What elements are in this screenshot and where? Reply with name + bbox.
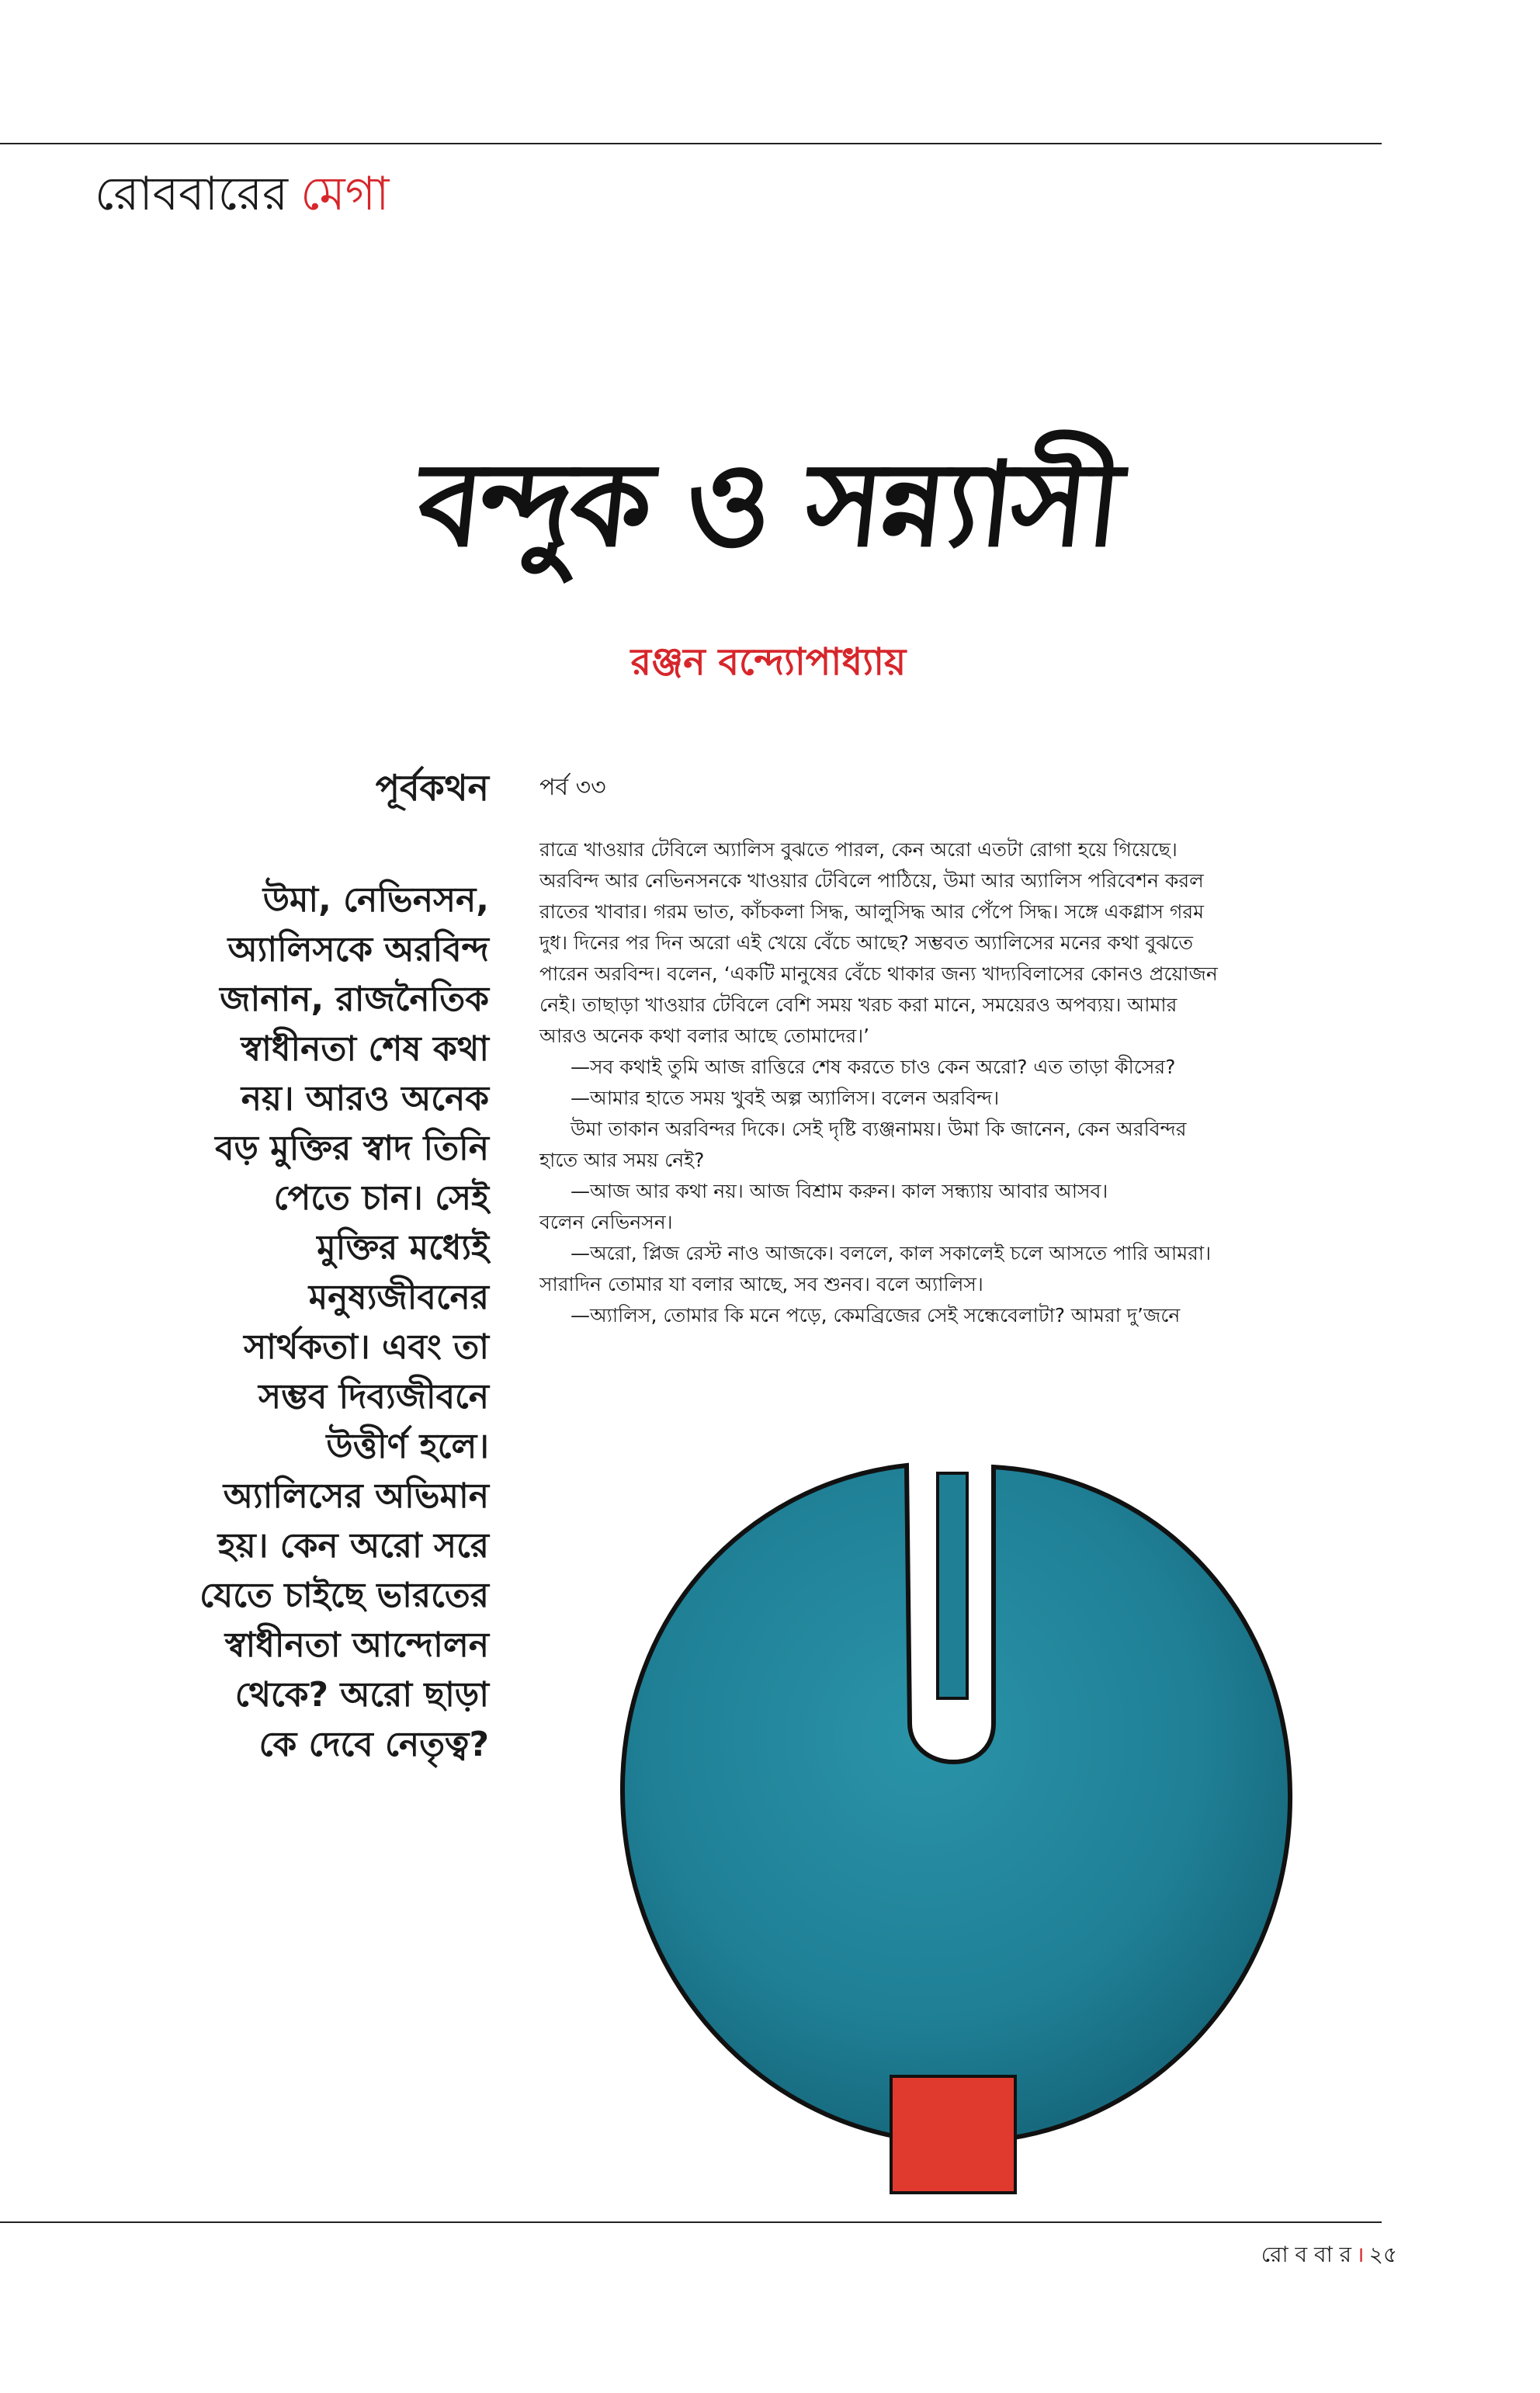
teal-sliver-shape (938, 1473, 967, 1698)
synopsis-line: জানান, রাজনৈতিক (220, 980, 489, 1019)
article-line: উমা তাকান অরবিন্দর দিকে। সেই দৃষ্টি ব্যঞ্জনাময়। উমা কি জানেন, কেন অরবিন্দর (571, 1118, 1187, 1140)
section-label-accent: মেগা (300, 167, 390, 221)
article-line: দুধ। দিনের পর দিন অরো এই খেয়ে বেঁচে আছে? সম্ভবত অ্যালিসের মনের কথা বুঝতে (539, 931, 1193, 954)
article-line: —আমার হাতে সময় খুবই অল্প অ্যালিস। বলেন অরবিন্দ। (571, 1087, 1000, 1109)
page-footer (1195, 2235, 1397, 2274)
article-line: —অ্যালিস, তোমার কি মনে পড়ে, কেমব্রিজের সেই সন্ধেবেলাটা? আমরা দু’জনে (571, 1304, 1181, 1327)
article-line: সারাদিন তোমার যা বলার আছে, সব শুনব। বলে অ্যালিস। (539, 1273, 983, 1295)
bottom-rule (0, 2221, 1382, 2223)
illustration (590, 1428, 1335, 2197)
synopsis-line: হয়। কেন অরো সরে (217, 1526, 489, 1566)
episode-number: পর্ব ৩৩ (539, 774, 606, 801)
synopsis-line: অ্যালিসকে অরবিন্দ (227, 930, 489, 969)
article-line: —সব কথাই তুমি আজ রাত্তিরে শেষ করতে চাও কেন অরো? এত তাড়া কীসের? (571, 1056, 1176, 1078)
article-line: —অরো, প্লিজ রেস্ট নাও আজকে। বললে, কাল সকালেই চলে আসতে পারি আমরা। (571, 1242, 1212, 1264)
synopsis-line: সার্থকতা। এবং তা (244, 1327, 489, 1367)
top-rule (0, 143, 1382, 144)
synopsis-line: উত্তীর্ণ হলে। (326, 1427, 489, 1466)
article-line: বলেন নেভিনসন। (539, 1211, 673, 1233)
synopsis-line: অ্যালিসের অভিমান (223, 1476, 489, 1516)
article-line: রাতের খাবার। গরম ভাত, কাঁচকলা সিদ্ধ, আলুসিদ্ধ আর পেঁপে সিদ্ধ। সঙ্গে একগ্লাস গরম (539, 900, 1205, 923)
synopsis-line: মনুষ্যজীবনের (308, 1278, 489, 1317)
synopsis-line: মুক্তির মধ্যেই (317, 1228, 489, 1268)
author-name: রঞ্জন বন্দ্যোপাধ্যায় (630, 640, 907, 684)
article-line: হাতে আর সময় নেই? (539, 1149, 705, 1171)
article-line: —আজ আর কথা নয়। আজ বিশ্রাম করুন। কাল সন্ধ্যায় আবার আসব। (571, 1180, 1108, 1202)
red-square-shape (891, 2076, 1015, 2193)
synopsis-line: উমা, নেভিনসন, (262, 880, 489, 920)
article-line: নেই। তাছাড়া খাওয়ার টেবিলে বেশি সময় খরচ করা মানে, সময়েরও অপব্যয়। আমার (539, 994, 1178, 1016)
article-line: পারেন অরবিন্দ। বলেন, ‘একটি মানুষের বেঁচে থাকার জন্য খাদ্যবিলাসের কোনও প্রয়োজন (539, 962, 1218, 985)
synopsis-line: পেতে চান। সেই (273, 1178, 489, 1218)
story-title: বন্দুক ও সন্ন্যাসী (411, 436, 1126, 573)
article-body (539, 834, 1386, 1331)
article-line: আরও অনেক কথা বলার আছে তোমাদের।’ (539, 1025, 870, 1047)
synopsis-text (132, 876, 489, 1770)
section-label-main: রোববারের (95, 167, 289, 221)
synopsis-line: স্বাধীনতা আন্দোলন (224, 1625, 489, 1665)
synopsis-line: বড় মুক্তির স্বাদ তিনি (215, 1129, 489, 1168)
article-line: রাত্রে খাওয়ার টেবিলে অ্যালিস বুঝতে পারল, কেন অরো এতটা রোগা হয়ে গিয়েছে। (539, 838, 1178, 861)
synopsis-line: স্বাধীনতা শেষ কথা (241, 1029, 489, 1069)
magazine-name: রো ব বা র (1261, 2242, 1351, 2267)
page-number: ২৫ (1368, 2242, 1397, 2267)
synopsis-line: কে দেবে নেতৃত্ব? (258, 1725, 489, 1764)
synopsis-line: থেকে? অরো ছাড়া (234, 1675, 489, 1715)
synopsis-heading: পূর্বকথন (375, 767, 489, 809)
section-label (95, 163, 389, 225)
article-line: অরবিন্দ আর নেভিনসনকে খাওয়ার টেবিলে পাঠিয়ে, উমা আর অ্যালিস পরিবেশন করল (539, 869, 1204, 892)
footer-separator: । (1356, 2242, 1365, 2267)
synopsis-line: নয়। আরও অনেক (241, 1079, 489, 1118)
synopsis-line: সম্ভব দিব্যজীবনে (258, 1377, 489, 1417)
synopsis-line: যেতে চাইছে ভারতের (199, 1576, 489, 1615)
